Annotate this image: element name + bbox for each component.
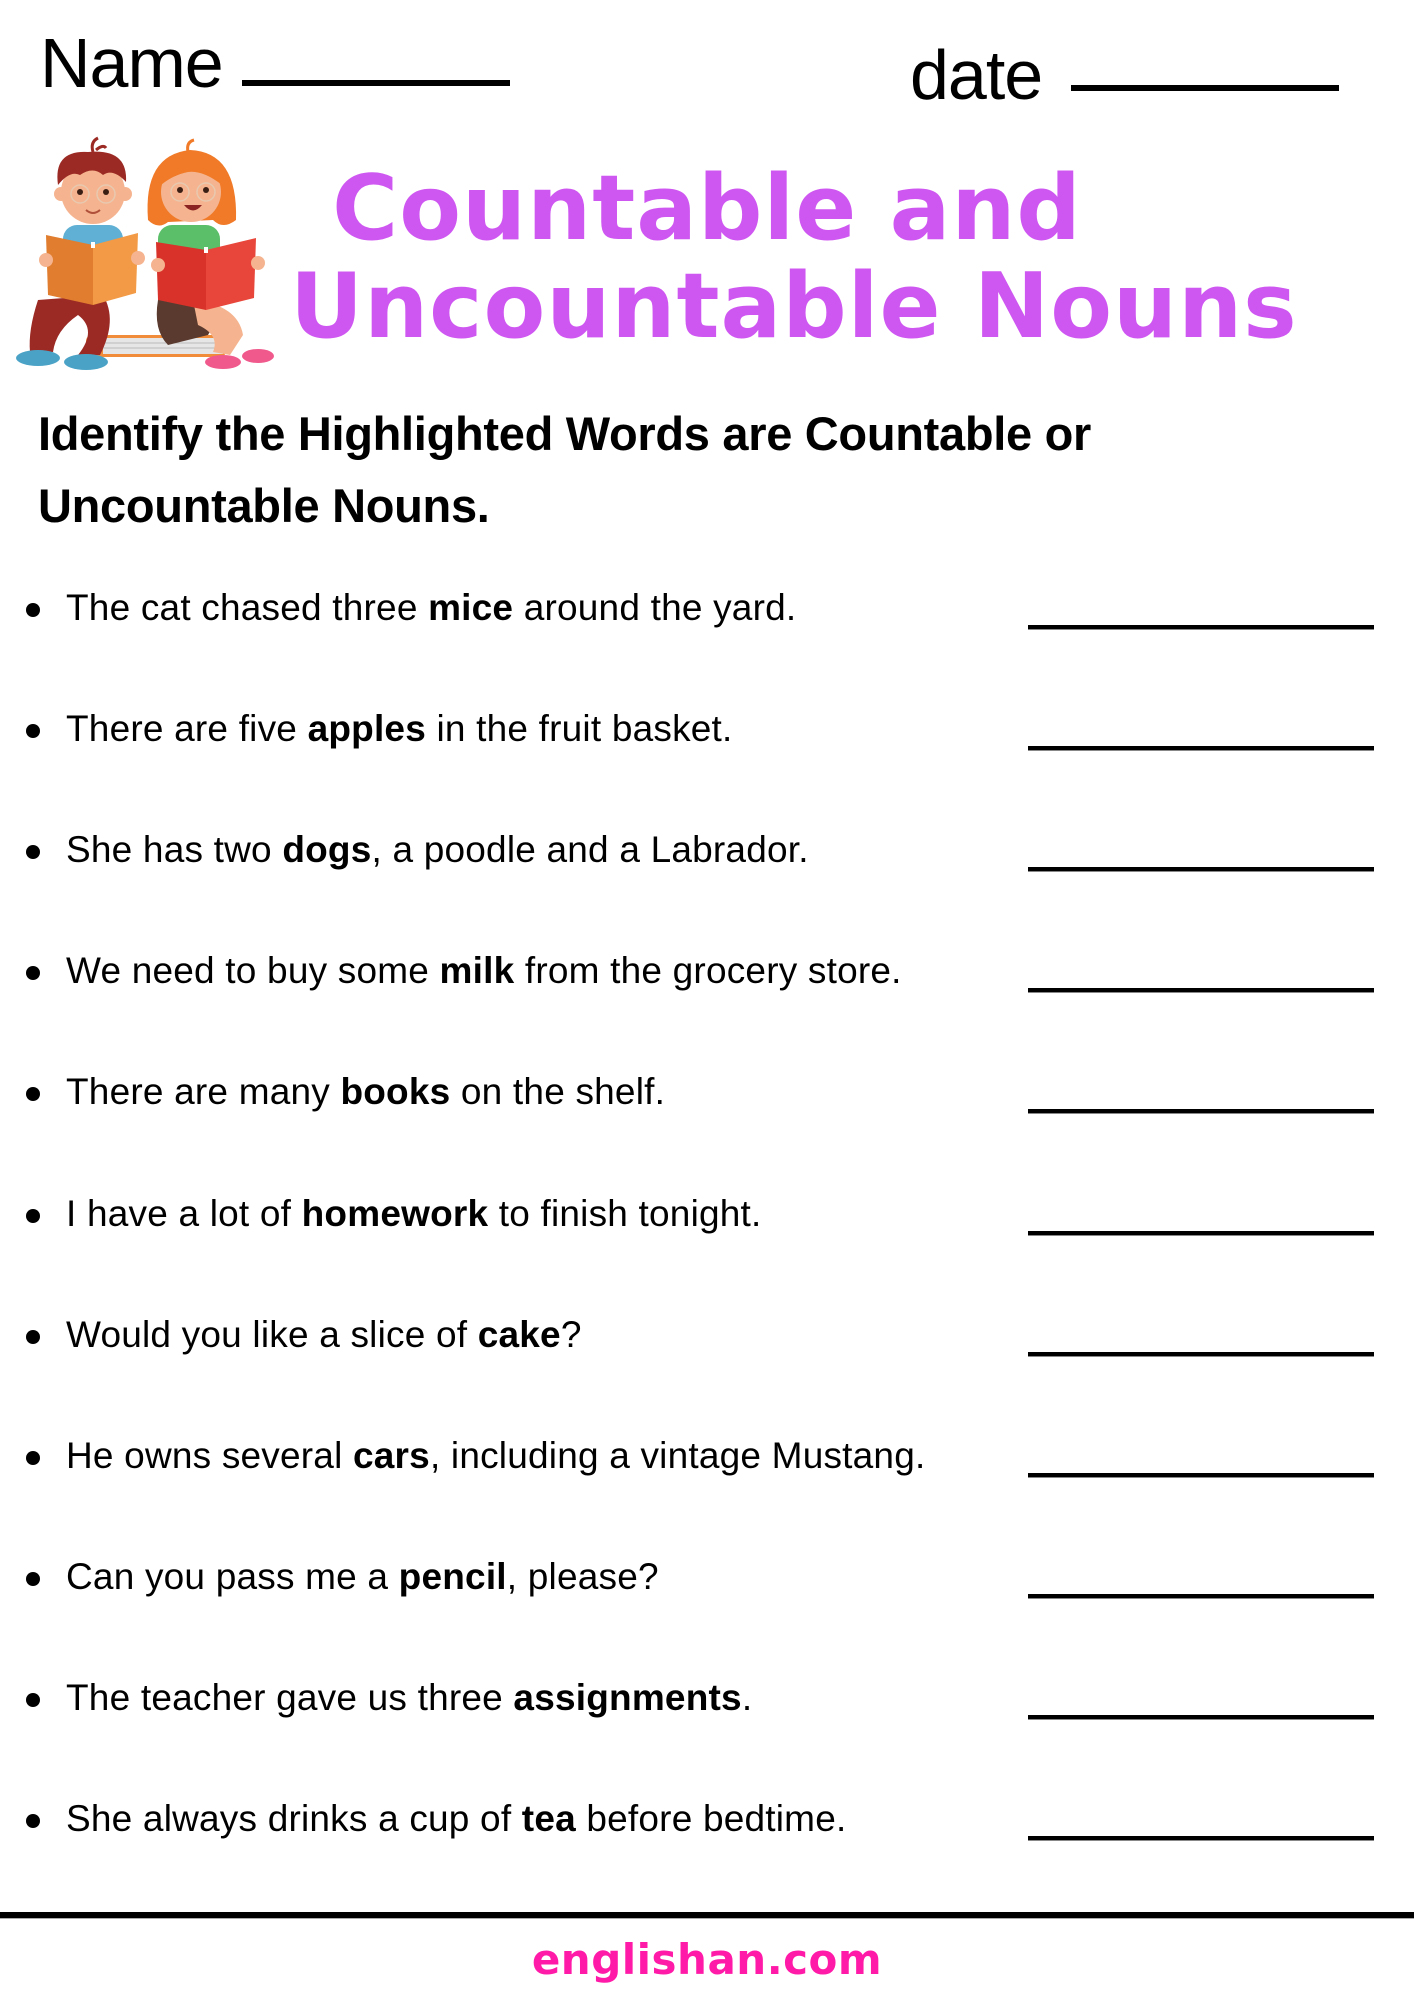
highlighted-noun: pencil [398,1556,507,1597]
sentence-text-before: She has two [66,829,283,870]
bullet-icon [26,1693,40,1707]
highlighted-noun: homework [301,1193,489,1234]
sentence-text-after: on the shelf. [450,1071,666,1112]
worksheet-title [290,156,1298,359]
sentence-text-after: ? [560,1314,582,1355]
highlighted-noun: books [340,1071,451,1112]
answer-blank-line[interactable] [1028,1594,1374,1599]
answer-blank-line[interactable] [1028,1473,1374,1478]
bullet-icon [26,845,40,859]
sentence-text-before: Can you pass me a [66,1556,399,1597]
answer-blank-line[interactable] [1028,1715,1374,1720]
bullet-icon [26,603,40,617]
answer-blank-line[interactable] [1028,1352,1374,1357]
highlighted-noun: assignments [513,1677,742,1718]
sentence-text-after: . [741,1677,753,1718]
question-item [0,1067,1414,1127]
sentence-text-after: to finish tonight. [488,1193,762,1234]
question-item [0,1431,1414,1491]
question-sentence [66,1673,752,1723]
answer-blank-line[interactable] [1028,1836,1374,1841]
question-sentence [66,583,796,633]
question-item [0,825,1414,885]
bullet-icon [26,966,40,980]
instruction-heading: Identify the Highlighted Words are Countable or Uncountable Nouns. [38,407,1092,532]
sentence-text-before: I have a lot of [66,1193,302,1234]
bullet-icon [26,1209,40,1223]
sentence-text-after: , please? [506,1556,659,1597]
question-item [0,1794,1414,1854]
highlighted-noun: cake [477,1314,561,1355]
question-sentence [66,1067,665,1117]
question-item [0,1673,1414,1733]
question-item [0,1552,1414,1612]
question-sentence [66,1794,846,1844]
sentence-text-before: She always drinks a cup of [66,1798,522,1839]
name-blank-line[interactable] [242,80,510,86]
sentence-text-before: Would you like a slice of [66,1314,478,1355]
answer-blank-line[interactable] [1028,988,1374,993]
highlighted-noun: tea [521,1798,576,1839]
question-item [0,583,1414,643]
sentence-text-after: from the grocery store. [514,950,902,991]
sentence-text-after: , including a vintage Mustang. [429,1435,926,1476]
sentence-text-after: , a poodle and a Labrador. [371,829,809,870]
date-label: date [910,36,1043,114]
answer-blank-line[interactable] [1028,867,1374,872]
highlighted-noun: mice [428,587,514,628]
question-item [0,1189,1414,1249]
bullet-icon [26,1087,40,1101]
question-item [0,946,1414,1006]
highlighted-noun: apples [307,708,426,749]
footer-site-link[interactable]: englishan.com [531,1935,883,1984]
kids-reading-books-illustration [8,130,298,375]
question-item [0,704,1414,764]
sentence-text-before: There are five [66,708,308,749]
question-item [0,1310,1414,1370]
bullet-icon [26,1451,40,1465]
answer-blank-line[interactable] [1028,1109,1374,1114]
sentence-text-after: before bedtime. [575,1798,847,1839]
sentence-text-after: in the fruit basket. [425,708,733,749]
bullet-icon [26,1814,40,1828]
question-sentence [66,1189,762,1239]
question-sentence [66,825,809,875]
sentence-text-before: The teacher gave us three [66,1677,514,1718]
date-blank-line[interactable] [1071,85,1339,91]
bullet-icon [26,1572,40,1586]
sentence-text-before: He owns several [66,1435,353,1476]
title-line-2: Uncountable Nouns [290,254,1298,359]
highlighted-noun: milk [439,950,515,991]
highlighted-noun: dogs [282,829,372,870]
answer-blank-line[interactable] [1028,625,1374,630]
sentence-text-before: We need to buy some [66,950,440,991]
footer-divider [0,1912,1414,1919]
title-line-1: Countable and [332,156,1082,261]
bullet-icon [26,1330,40,1344]
sentence-text-after: around the yard. [513,587,797,628]
sentence-text-before: There are many [66,1071,341,1112]
sentence-text-before: The cat chased three [66,587,429,628]
name-label: Name [40,24,223,102]
highlighted-noun: cars [353,1435,430,1476]
question-sentence [66,704,733,754]
bullet-icon [26,724,40,738]
question-sentence [66,1552,659,1602]
question-sentence [66,1431,925,1481]
answer-blank-line[interactable] [1028,1231,1374,1236]
answer-blank-line[interactable] [1028,746,1374,751]
question-sentence [66,946,902,996]
question-sentence [66,1310,582,1360]
